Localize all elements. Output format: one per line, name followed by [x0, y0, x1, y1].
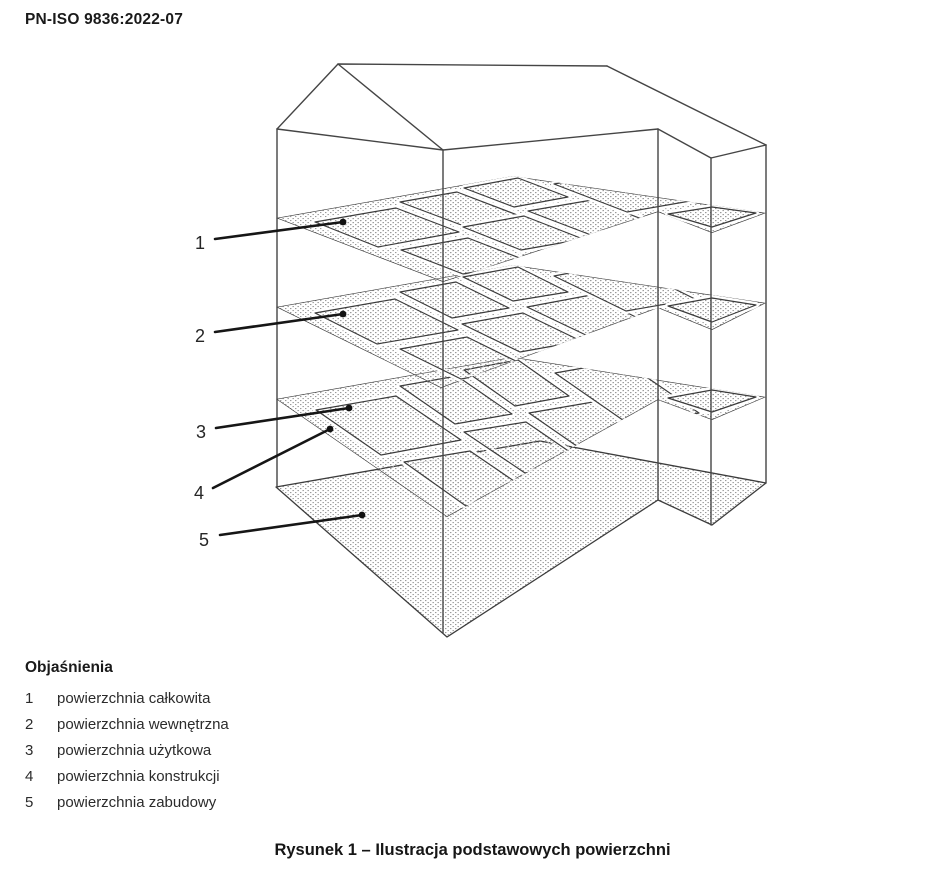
legend-item: [25, 790, 229, 816]
standard-number-header: PN-ISO 9836:2022-07: [25, 11, 184, 28]
legend-item: [25, 738, 229, 764]
callout-2: 2: [194, 326, 206, 346]
roof-outline: [277, 64, 766, 150]
callout-3: 3: [195, 422, 207, 442]
legend-item: [25, 764, 229, 790]
legend-item-label: powierzchnia całkowita: [57, 690, 211, 707]
legend-item-label: powierzchnia wewnętrzna: [57, 716, 229, 733]
legend-item-number: 3: [25, 742, 34, 759]
callout-4: 4: [193, 483, 205, 503]
legend: [25, 659, 229, 816]
figure-caption: Rysunek 1 – Ilustracja podstawowych powierzchni: [274, 841, 671, 859]
legend-item-label: powierzchnia użytkowa: [57, 742, 212, 759]
legend-title: Objaśnienia: [25, 659, 113, 676]
legend-item-number: 2: [25, 716, 34, 733]
legend-item-label: powierzchnia zabudowy: [57, 794, 217, 811]
legend-item-number: 1: [25, 690, 34, 707]
legend-item: [25, 686, 229, 712]
legend-item-label: powierzchnia konstrukcji: [57, 768, 220, 785]
legend-item-number: 5: [25, 794, 34, 811]
floor-slab-1: [276, 172, 766, 282]
legend-item: [25, 712, 229, 738]
callout-5: 5: [198, 530, 210, 550]
callout-1: 1: [194, 233, 206, 253]
legend-item-number: 4: [25, 768, 34, 785]
